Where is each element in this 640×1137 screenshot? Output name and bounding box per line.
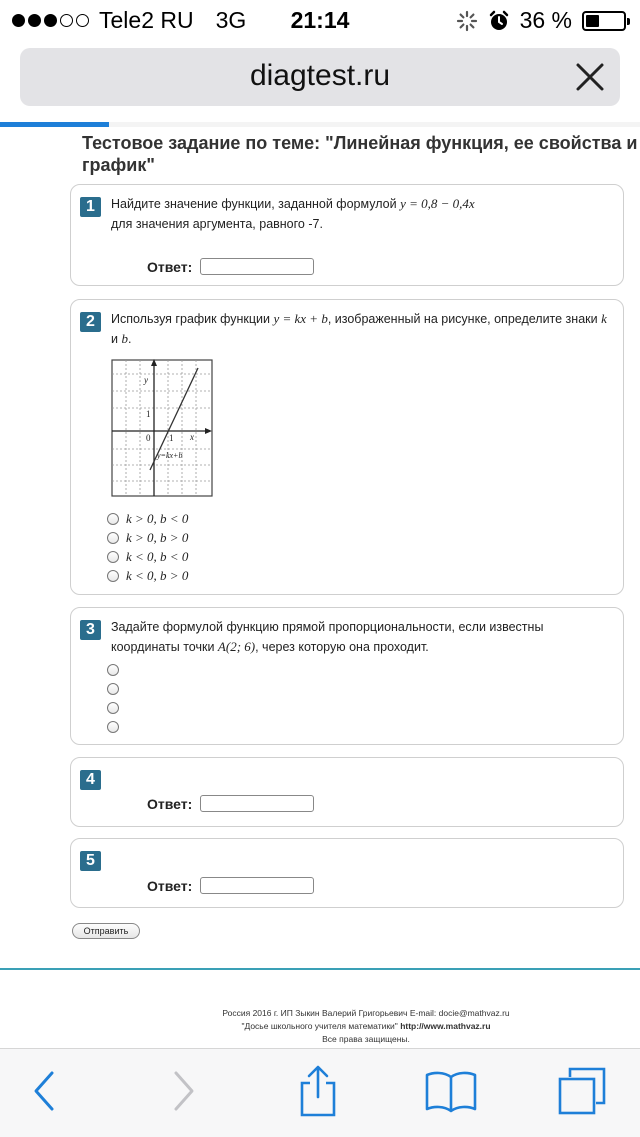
- address-bar[interactable]: [20, 48, 620, 106]
- option-label: k > 0, b < 0: [126, 511, 189, 526]
- question-text: Используя график функции: [111, 312, 274, 326]
- task-number: 4: [80, 770, 101, 790]
- activity-spinner-icon: [456, 10, 478, 32]
- formula: y = kx + b: [273, 311, 328, 326]
- radio-button[interactable]: [107, 570, 119, 582]
- radio-button[interactable]: [107, 683, 119, 695]
- graph-tick-y-label: 1: [146, 409, 151, 419]
- status-right: [456, 7, 626, 34]
- alarm-clock-icon: [488, 10, 510, 32]
- task-number: 3: [80, 620, 101, 640]
- tabs-icon[interactable]: [556, 1065, 608, 1117]
- answer-input[interactable]: [200, 877, 314, 894]
- footer-text: "Досье школьного учителя математики": [241, 1021, 401, 1031]
- submit-button[interactable]: Отправить: [72, 923, 140, 939]
- option-label: k < 0, b > 0: [126, 568, 189, 583]
- radio-button[interactable]: [107, 702, 119, 714]
- footer-line: Россия 2016 г. ИП Зыкин Валерий Григорьевич E-mail: docie@mathvaz.ru: [222, 1008, 510, 1018]
- graph-tick-x-label: 1: [169, 433, 174, 443]
- back-icon[interactable]: [30, 1069, 58, 1113]
- battery-icon: [582, 11, 626, 31]
- task-1: [70, 184, 624, 286]
- radio-button[interactable]: [107, 513, 119, 525]
- option-4[interactable]: [107, 568, 188, 584]
- page-title: Тестовое задание по теме: "Линейная функция, ее свойства и график": [82, 133, 638, 175]
- share-icon[interactable]: [296, 1063, 340, 1119]
- answer-row: [147, 877, 314, 894]
- option-label: k > 0, b > 0: [126, 530, 189, 545]
- option-4[interactable]: [107, 721, 126, 733]
- option-3[interactable]: [107, 549, 188, 565]
- clock: 21:14: [290, 7, 350, 33]
- carrier-name: Tele2 RU: [99, 7, 194, 33]
- stop-loading-icon[interactable]: [574, 61, 606, 93]
- radio-button[interactable]: [107, 551, 119, 563]
- answer-row: [147, 795, 314, 812]
- option-1[interactable]: [107, 511, 188, 527]
- task-question: [111, 194, 611, 234]
- answer-row: [147, 258, 314, 275]
- radio-button[interactable]: [107, 664, 119, 676]
- radio-button[interactable]: [107, 721, 119, 733]
- var-b: b: [121, 331, 128, 346]
- answer-input[interactable]: [200, 795, 314, 812]
- footer: [0, 1007, 640, 1046]
- option-label: k < 0, b < 0: [126, 549, 189, 564]
- battery-percent: 36 %: [519, 7, 572, 33]
- task-5: [70, 838, 624, 908]
- task-number: 2: [80, 312, 101, 332]
- option-2[interactable]: [107, 530, 188, 546]
- browser-toolbar: [0, 1048, 640, 1137]
- answer-input[interactable]: [200, 258, 314, 275]
- radio-button[interactable]: [107, 532, 119, 544]
- task-3: [70, 607, 624, 745]
- task-question: Используя график функции y = kx + b, изображенный на рисунке, определите знаки k и b.: [111, 311, 607, 346]
- question-text: для значения аргумента, равного -7.: [111, 217, 323, 231]
- footer-line: Все права защищены.: [322, 1034, 410, 1044]
- point: A(2; 6): [217, 639, 256, 654]
- url-text[interactable]: diagtest.ru: [249, 59, 391, 92]
- question-text: Задайте формулой функцию прямой пропорциональности, если известны координаты точки: [111, 620, 544, 654]
- forward-icon[interactable]: [170, 1069, 198, 1113]
- task-number: 5: [80, 851, 101, 871]
- footer-divider: [0, 968, 640, 970]
- function-graph: [111, 359, 213, 497]
- status-bar: [0, 0, 640, 40]
- footer-line: [0, 1020, 640, 1033]
- graph-y-label: y: [144, 375, 148, 385]
- option-2[interactable]: [107, 683, 126, 695]
- answer-label: Ответ:: [147, 795, 193, 812]
- graph-line-label: y=kx+b: [157, 451, 183, 460]
- question-text: и: [111, 332, 122, 346]
- question-text: , через которую она проходит.: [255, 640, 429, 654]
- footer-link[interactable]: http://www.mathvaz.ru: [400, 1021, 491, 1031]
- load-progress-bar: [0, 122, 640, 127]
- question-text: Найдите значение функции, заданной формулой: [111, 197, 401, 211]
- answer-label: Ответ:: [147, 258, 193, 275]
- bookmarks-icon[interactable]: [424, 1069, 478, 1113]
- var-k: k: [601, 311, 607, 326]
- option-3[interactable]: [107, 702, 126, 714]
- answer-label: Ответ:: [147, 877, 193, 894]
- network-type: 3G: [215, 7, 247, 33]
- graph-x-label: x: [190, 432, 194, 442]
- task-4: [70, 757, 624, 827]
- formula: y = 0,8 − 0,4x: [400, 196, 475, 211]
- task-2: [70, 299, 624, 595]
- option-1[interactable]: [107, 664, 126, 676]
- task-number: 1: [80, 197, 101, 217]
- task-question: [111, 617, 551, 657]
- question-text: , изображенный на рисунке, определите знаки: [327, 312, 602, 326]
- graph-origin-label: 0: [146, 433, 151, 443]
